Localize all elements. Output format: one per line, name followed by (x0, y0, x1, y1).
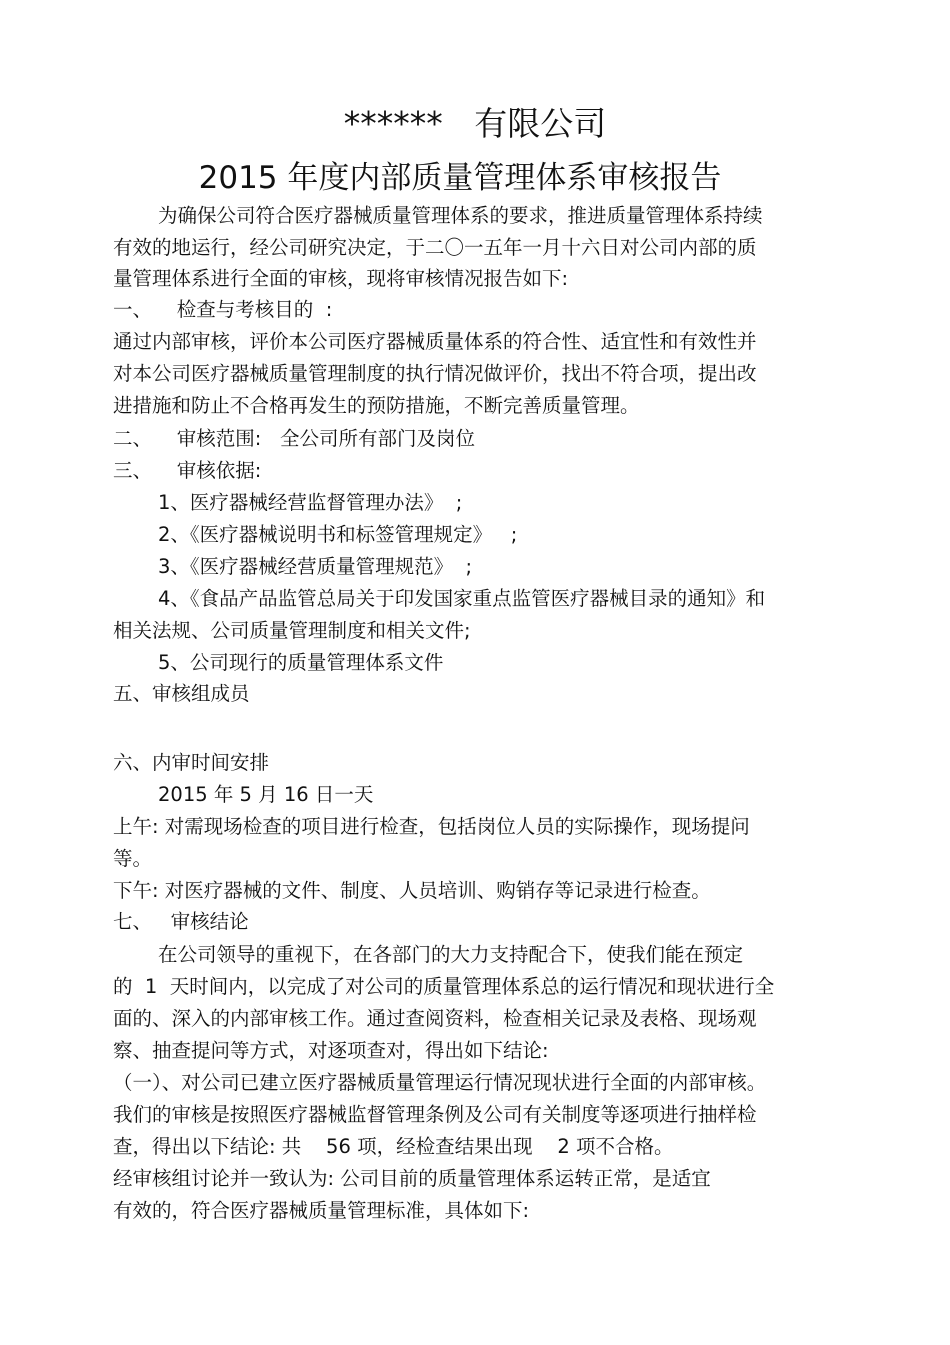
basis-item-4: 4、《食品产品监管总局关于印发国家重点监管医疗器械目录的通知》和 (158, 587, 766, 610)
basis-item-1: 1、医疗器械经营监督管理办法》 ; (158, 491, 463, 514)
conclusion-item-1-line: 查，得出以下结论: 共 56 项，经检查结果出现 2 项不合格。 (113, 1135, 674, 1158)
section-heading-2: 二、 审核范围: 全公司所有部门及岗位 (113, 427, 475, 450)
section-heading-7: 七、 审核结论 (113, 910, 249, 933)
intro-paragraph-line: 有效的地运行，经公司研究决定，于二〇一五年一月十六日对公司内部的质 (113, 236, 757, 259)
conclusion-item-1: （一）、对公司已建立医疗器械质量管理运行情况现状进行全面的内部审核。 (113, 1071, 767, 1094)
conclusion-paragraph-line: 察、抽查提问等方式，对逐项查对，得出如下结论: (113, 1039, 549, 1062)
morning-schedule: 上午: 对需现场检查的项目进行检查，包括岗位人员的实际操作，现场提问 (113, 815, 750, 838)
basis-item-2: 2、《医疗器械说明书和标签管理规定》 ; (158, 523, 518, 546)
section-heading-3: 三、 审核依据: (113, 459, 262, 482)
section-heading-5: 五、审核组成员 (113, 682, 250, 705)
conclusion-item-1-line: 我们的审核是按照医疗器械监督管理条例及公司有关制度等逐项进行抽样检 (113, 1103, 757, 1126)
company-name: ****** 有限公司 (343, 104, 607, 143)
afternoon-schedule: 下午: 对医疗器械的文件、制度、人员培训、购销存等记录进行检查。 (113, 879, 711, 902)
intro-paragraph-line: 量管理体系进行全面的审核，现将审核情况报告如下: (113, 267, 569, 290)
section-heading-6: 六、内审时间安排 (113, 751, 270, 774)
section-1-text-line: 通过内部审核，评价本公司医疗器械质量体系的符合性、适宜性和有效性并 (113, 330, 757, 353)
morning-schedule-continued: 等。 (113, 847, 153, 870)
final-opinion-line: 经审核组讨论并一致认为: 公司目前的质量管理体系运转正常，是适宜 (113, 1167, 711, 1190)
section-1-text-line: 对本公司医疗器械质量管理制度的执行情况做评价，找出不符合项，提出改 (113, 362, 757, 385)
section-1-text-line: 进措施和防止不合格再发生的预防措施，不断完善质量管理。 (113, 394, 640, 417)
section-heading-1: 一、 检查与考核目的 : (113, 298, 333, 321)
final-opinion-line: 有效的，符合医疗器械质量管理标准，具体如下: (113, 1199, 530, 1222)
audit-date: 2015 年 5 月 16 日一天 (158, 783, 374, 806)
basis-item-3: 3、《医疗器械经营质量管理规范》 ; (158, 555, 473, 578)
conclusion-paragraph-line: 在公司领导的重视下，在各部门的大力支持配合下，使我们能在预定 (158, 943, 744, 966)
intro-paragraph-line: 为确保公司符合医疗器械质量管理体系的要求，推进质量管理体系持续 (158, 204, 763, 227)
conclusion-paragraph-line: 面的、深入的内部审核工作。通过查阅资料，检查相关记录及表格、现场观 (113, 1007, 757, 1030)
report-title: 2015 年度内部质量管理体系审核报告 (198, 160, 722, 196)
conclusion-paragraph-line: 的 1 天时间内，以完成了对公司的质量管理体系总的运行情况和现状进行全 (113, 975, 775, 998)
basis-item-4-continued: 相关法规、公司质量管理制度和相关文件; (113, 619, 471, 642)
basis-item-5: 5、公司现行的质量管理体系文件 (158, 651, 444, 674)
